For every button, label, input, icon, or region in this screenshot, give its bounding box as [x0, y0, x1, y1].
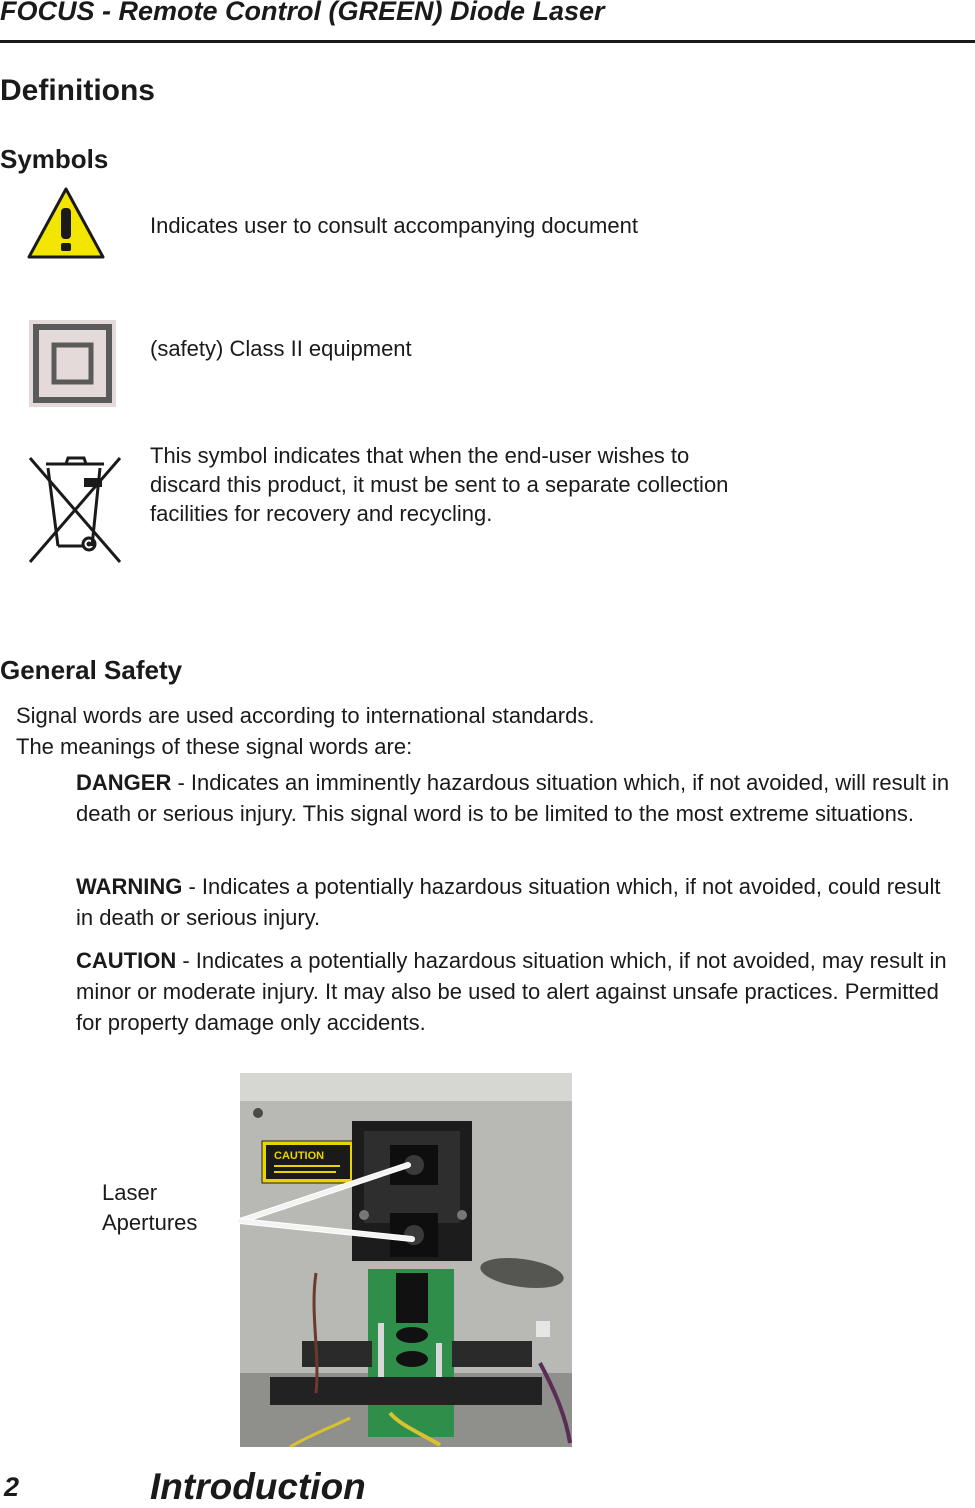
aperture-pointer-lines: [236, 1155, 426, 1245]
warning-signal-word: WARNING: [76, 874, 183, 899]
caution-signal-word: CAUTION: [76, 948, 177, 973]
warning-text: - Indicates a potentially hazardous situation which, if not avoided, could result in death or serious injury.: [76, 874, 941, 930]
laser-apertures-photo: [240, 1073, 572, 1447]
safety-intro-line-2: The meanings of these signal words are:: [16, 734, 413, 759]
document-header-title: FOCUS - Remote Control (GREEN) Diode Laser: [0, 0, 605, 26]
danger-signal-word: DANGER: [76, 770, 172, 795]
symbols-heading: Symbols: [0, 144, 109, 174]
section-title: Introduction: [150, 1466, 366, 1507]
caution-definition: [76, 945, 956, 1038]
page-number: 2: [4, 1472, 20, 1502]
symbol-class-ii-description: (safety) Class II equipment: [150, 336, 412, 361]
danger-definition: [76, 767, 956, 829]
caption-line-1: Laser: [102, 1180, 158, 1205]
figure-caption: [102, 1178, 197, 1238]
caution-text: - Indicates a potentially hazardous situation which, if not avoided, may result in minor or moderate injury. It may also be used to alert against unsafe practices. Permitted for property damage only accidents.: [76, 948, 947, 1035]
caution-label-text: CAUTION: [274, 1150, 325, 1162]
class-ii-square-icon: [29, 320, 116, 407]
symbol-weee-description: This symbol indicates that when the end-user wishes to discard this product, it must be sent to a separate collection facilities for recovery and recycling.: [150, 443, 729, 526]
warning-triangle-icon: [26, 186, 106, 260]
caption-line-2: Apertures: [102, 1210, 198, 1235]
definitions-heading: Definitions: [0, 74, 155, 107]
header-rule: [0, 40, 975, 43]
symbol-warning-description: Indicates user to consult accompanying document: [150, 213, 638, 238]
danger-text: - Indicates an imminently hazardous situation which, if not avoided, will result in death or serious injury. This signal word is to be limited to the most extreme situations.: [76, 770, 950, 826]
general-safety-heading: General Safety: [0, 655, 183, 685]
safety-intro-line-1: Signal words are used according to international standards.: [16, 703, 595, 728]
crossed-bin-icon: [28, 450, 124, 568]
warning-definition: [76, 871, 956, 933]
